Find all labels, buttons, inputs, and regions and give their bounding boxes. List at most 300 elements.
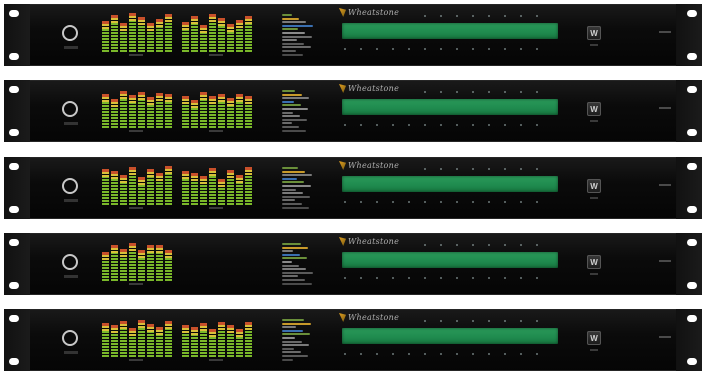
indicator-led (344, 277, 346, 279)
source-list-item (282, 341, 302, 343)
meter-overload (245, 167, 252, 170)
meter-column (227, 12, 234, 52)
indicator-led (392, 353, 394, 355)
meter-overload (200, 92, 207, 95)
status-display (342, 99, 558, 115)
volume-knob-icon[interactable] (62, 178, 78, 194)
meter-bank (102, 12, 172, 52)
source-list-item (282, 348, 294, 350)
source-list (282, 243, 314, 285)
indicator-led (504, 48, 506, 50)
source-list-item (282, 119, 307, 121)
meter-overload (191, 327, 198, 330)
source-list-item (282, 326, 296, 328)
meter-column (218, 317, 225, 357)
indicator-led (424, 201, 426, 203)
meter-column (200, 317, 207, 357)
indicator-led (488, 48, 490, 50)
meter-column (245, 12, 252, 52)
mount-hole (9, 358, 19, 365)
indicator-led (456, 244, 458, 246)
indicator-led (504, 15, 506, 17)
meter-column (138, 241, 145, 281)
meter-overload (147, 324, 154, 327)
meter-overload (191, 173, 198, 176)
meter-overload (102, 323, 109, 326)
meter-column (120, 317, 127, 357)
indicator-led (520, 91, 522, 93)
indicator-row-top (424, 320, 538, 322)
meter-overload (165, 250, 172, 253)
source-list-item (282, 122, 292, 124)
indicator-led (536, 124, 538, 126)
meter-overload (236, 20, 243, 23)
indicator-led (456, 91, 458, 93)
meter-overload (120, 249, 127, 252)
indicator-led (472, 15, 474, 17)
meter-overload (111, 15, 118, 18)
source-list-item (282, 344, 309, 346)
meter-column (111, 165, 118, 205)
indicator-row-top (424, 91, 538, 93)
meter-overload (227, 98, 234, 101)
indicator-led (488, 15, 490, 17)
indicator-led (376, 48, 378, 50)
meter-column (102, 88, 109, 128)
indicator-led (472, 168, 474, 170)
meter-column (120, 241, 127, 281)
indicator-led (520, 15, 522, 17)
meter-overload (147, 245, 154, 248)
indicator-led (520, 48, 522, 50)
source-list-item (282, 101, 294, 103)
meter-column (200, 12, 207, 52)
source-list-item (282, 21, 306, 23)
meter-bank-caption (129, 130, 143, 132)
meter-column (227, 317, 234, 357)
indicator-row-bottom (344, 353, 538, 355)
meter-overload (120, 175, 127, 178)
indicator-led (360, 277, 362, 279)
source-list-item (282, 272, 313, 274)
wheatstone-badge-icon: W (587, 331, 601, 345)
meter-overload (182, 96, 189, 99)
meter-bank (182, 165, 252, 205)
meter-column (111, 12, 118, 52)
meter-column (191, 317, 198, 357)
brand-name: Wheatstone (348, 8, 400, 17)
rack-ear-right (676, 4, 702, 66)
meter-column (218, 88, 225, 128)
rack-unit (4, 80, 702, 142)
source-list-item (282, 104, 301, 106)
meter-column (111, 241, 118, 281)
source-list-item (282, 254, 300, 256)
rack-unit (4, 233, 702, 295)
indicator-row-bottom (344, 201, 538, 203)
source-list-item (282, 319, 304, 321)
meter-column (147, 165, 154, 205)
source-list-item (282, 283, 312, 285)
meter-bank (102, 241, 172, 281)
indicator-led (472, 277, 474, 279)
indicator-led (408, 48, 410, 50)
indicator-led (520, 277, 522, 279)
mount-hole (9, 53, 19, 60)
indicator-led (344, 201, 346, 203)
indicator-led (536, 168, 538, 170)
meter-column (129, 241, 136, 281)
source-list-item (282, 174, 312, 176)
meter-overload (236, 175, 243, 178)
wheatstone-logo-icon (339, 237, 399, 246)
indicator-led (520, 201, 522, 203)
meter-overload (200, 323, 207, 326)
indicator-led (408, 353, 410, 355)
mount-hole (9, 86, 19, 93)
meter-column (156, 165, 163, 205)
meter-overload (147, 169, 154, 172)
meter-overload (129, 167, 136, 170)
indicator-led (456, 15, 458, 17)
logo-mark-icon (339, 8, 346, 17)
meter-overload (102, 21, 109, 24)
meter-overload (209, 168, 216, 171)
meter-column (147, 12, 154, 52)
meter-column (182, 88, 189, 128)
meter-overload (191, 16, 198, 19)
badge-caption (590, 273, 598, 275)
meter-overload (209, 14, 216, 17)
indicator-led (408, 277, 410, 279)
source-list (282, 14, 314, 56)
logo-mark-icon (339, 237, 346, 246)
indicator-led (440, 320, 442, 322)
meter-bank (102, 317, 172, 357)
mount-hole (687, 282, 697, 289)
indicator-led (504, 244, 506, 246)
meter-overload (165, 321, 172, 324)
indicator-row-top (424, 244, 538, 246)
indicator-led (424, 320, 426, 322)
indicator-led (424, 91, 426, 93)
indicator-led (456, 353, 458, 355)
indicator-led (424, 244, 426, 246)
meter-column (245, 165, 252, 205)
indicator-row-bottom (344, 48, 538, 50)
mount-hole (9, 10, 19, 17)
indicator-led (344, 124, 346, 126)
meter-bank-caption (129, 54, 143, 56)
rack-ear-left (4, 233, 30, 295)
meter-bank-caption (209, 130, 223, 132)
source-list-item (282, 351, 301, 353)
source-list-item (282, 130, 306, 132)
source-list-item (282, 279, 305, 281)
source-list-item (282, 268, 306, 270)
meter-column (191, 165, 198, 205)
rack-ear-left (4, 80, 30, 142)
indicator-led (488, 320, 490, 322)
meter-column (191, 12, 198, 52)
mount-hole (687, 206, 697, 213)
source-list-item (282, 359, 293, 361)
mount-hole (687, 163, 697, 170)
meter-overload (200, 176, 207, 179)
wheatstone-logo-icon (339, 313, 399, 322)
badge-caption (590, 120, 598, 122)
indicator-led (488, 353, 490, 355)
source-list-item (282, 54, 303, 56)
meter-column (209, 88, 216, 128)
meter-overload (218, 94, 225, 97)
indicator-led (440, 353, 442, 355)
indicator-led (424, 168, 426, 170)
meter-overload (156, 93, 163, 96)
mount-hole (9, 129, 19, 136)
indicator-led (520, 124, 522, 126)
indicator-led (392, 201, 394, 203)
meter-overload (191, 100, 198, 103)
mount-hole (9, 239, 19, 246)
badge-caption (590, 197, 598, 199)
meter-column (138, 12, 145, 52)
meter-column (236, 165, 243, 205)
meter-column (165, 165, 172, 205)
indicator-led (440, 124, 442, 126)
source-list-item (282, 189, 296, 191)
meter-column (129, 317, 136, 357)
source-list-item (282, 243, 301, 245)
indicator-led (536, 244, 538, 246)
indicator-led (488, 277, 490, 279)
indicator-led (392, 277, 394, 279)
meter-overload (218, 18, 225, 21)
meter-overload (138, 250, 145, 253)
source-list-item (282, 28, 298, 30)
meter-overload (129, 13, 136, 16)
meter-column (102, 12, 109, 52)
indicator-led (456, 201, 458, 203)
meter-column (182, 317, 189, 357)
meter-column (156, 317, 163, 357)
indicator-led (472, 124, 474, 126)
wheatstone-logo-icon (339, 84, 399, 93)
source-list-item (282, 25, 313, 27)
source-list-item (282, 178, 297, 180)
source-list-item (282, 355, 308, 357)
rack-ear-right (676, 233, 702, 295)
meter-overload (111, 99, 118, 102)
status-display (342, 176, 558, 192)
indicator-led (440, 277, 442, 279)
source-list-item (282, 43, 304, 45)
indicator-led (376, 201, 378, 203)
indicator-led (424, 15, 426, 17)
knob-label (64, 351, 78, 354)
source-list-item (282, 192, 303, 194)
meter-overload (236, 329, 243, 332)
meter-bank (182, 317, 252, 357)
indicator-led (456, 48, 458, 50)
mount-hole (687, 315, 697, 322)
rack-ear-left (4, 4, 30, 66)
meter-overload (156, 173, 163, 176)
meter-overload (182, 171, 189, 174)
meter-overload (147, 97, 154, 100)
meter-overload (245, 16, 252, 19)
indicator-led (376, 277, 378, 279)
meter-column (102, 165, 109, 205)
meter-overload (111, 325, 118, 328)
mount-hole (9, 315, 19, 322)
indicator-led (520, 320, 522, 322)
indicator-led (456, 320, 458, 322)
indicator-led (472, 320, 474, 322)
indicator-led (456, 168, 458, 170)
meter-overload (245, 322, 252, 325)
indicator-led (440, 48, 442, 50)
source-list-item (282, 39, 297, 41)
indicator-led (504, 124, 506, 126)
mount-hole (9, 206, 19, 213)
indicator-led (440, 91, 442, 93)
volume-knob-icon[interactable] (62, 25, 78, 41)
meter-overload (129, 95, 136, 98)
brand-name: Wheatstone (348, 237, 400, 246)
meter-overload (218, 179, 225, 182)
indicator-led (536, 15, 538, 17)
meter-overload (111, 171, 118, 174)
meter-overload (147, 23, 154, 26)
brand-name: Wheatstone (348, 313, 400, 322)
meter-bank-caption (129, 207, 143, 209)
meter-column (209, 165, 216, 205)
meter-column (156, 241, 163, 281)
meter-overload (200, 25, 207, 28)
source-list-item (282, 50, 296, 52)
indicator-led (536, 48, 538, 50)
source-list-item (282, 203, 302, 205)
meter-column (129, 88, 136, 128)
meter-column (129, 12, 136, 52)
meter-bank-caption (129, 283, 143, 285)
meter-column (218, 165, 225, 205)
meter-column (245, 88, 252, 128)
mount-hole (687, 239, 697, 246)
meter-column (209, 12, 216, 52)
meter-column (147, 88, 154, 128)
indicator-led (536, 353, 538, 355)
meter-column (156, 12, 163, 52)
source-list-item (282, 94, 302, 96)
meter-overload (120, 23, 127, 26)
meter-overload (120, 91, 127, 94)
meter-column (156, 88, 163, 128)
indicator-led (504, 91, 506, 93)
source-list-item (282, 14, 292, 16)
meter-column (120, 12, 127, 52)
mount-hole (687, 86, 697, 93)
brand-name: Wheatstone (348, 84, 400, 93)
indicator-led (456, 277, 458, 279)
model-label (659, 107, 671, 109)
source-list-item (282, 112, 293, 114)
knob-label (64, 275, 78, 278)
indicator-row-top (424, 15, 538, 17)
indicator-led (376, 124, 378, 126)
indicator-led (360, 48, 362, 50)
source-list-item (282, 181, 304, 183)
rack-ear-right (676, 80, 702, 142)
rack-unit (4, 4, 702, 66)
meter-bank (102, 165, 172, 205)
indicator-led (424, 277, 426, 279)
meter-column (182, 12, 189, 52)
source-list (282, 90, 314, 132)
indicator-led (504, 201, 506, 203)
logo-mark-icon (339, 161, 346, 170)
meter-overload (218, 322, 225, 325)
knob-label (64, 46, 78, 49)
meter-overload (156, 245, 163, 248)
meter-column (165, 317, 172, 357)
indicator-led (408, 124, 410, 126)
volume-knob-icon[interactable] (62, 254, 78, 270)
badge-caption (590, 349, 598, 351)
indicator-led (440, 168, 442, 170)
source-list-item (282, 32, 305, 34)
meter-bank-caption (129, 359, 143, 361)
meter-column (147, 317, 154, 357)
volume-knob-icon[interactable] (62, 101, 78, 117)
volume-knob-icon[interactable] (62, 330, 78, 346)
indicator-led (424, 124, 426, 126)
meter-bank-caption (209, 207, 223, 209)
meter-column (200, 88, 207, 128)
meter-column (138, 165, 145, 205)
source-list-item (282, 196, 310, 198)
meter-column (111, 88, 118, 128)
source-list-item (282, 115, 300, 117)
meter-column (165, 88, 172, 128)
source-list-item (282, 257, 307, 259)
source-list-item (282, 171, 305, 173)
meter-bank-caption (209, 359, 223, 361)
meter-column (165, 241, 172, 281)
indicator-led (536, 201, 538, 203)
meter-bank (182, 12, 252, 52)
indicator-led (440, 201, 442, 203)
meter-column (120, 165, 127, 205)
meter-overload (227, 325, 234, 328)
meter-overload (245, 96, 252, 99)
source-list-item (282, 275, 298, 277)
logo-mark-icon (339, 313, 346, 322)
meter-overload (165, 94, 172, 97)
rack-unit (4, 309, 702, 371)
source-list-item (282, 323, 311, 325)
meter-column (138, 88, 145, 128)
indicator-led (504, 320, 506, 322)
meter-overload (209, 96, 216, 99)
brand-name: Wheatstone (348, 161, 400, 170)
indicator-led (488, 244, 490, 246)
wheatstone-badge-icon: W (587, 102, 601, 116)
source-list-item (282, 333, 310, 335)
knob-label (64, 122, 78, 125)
indicator-led (504, 277, 506, 279)
